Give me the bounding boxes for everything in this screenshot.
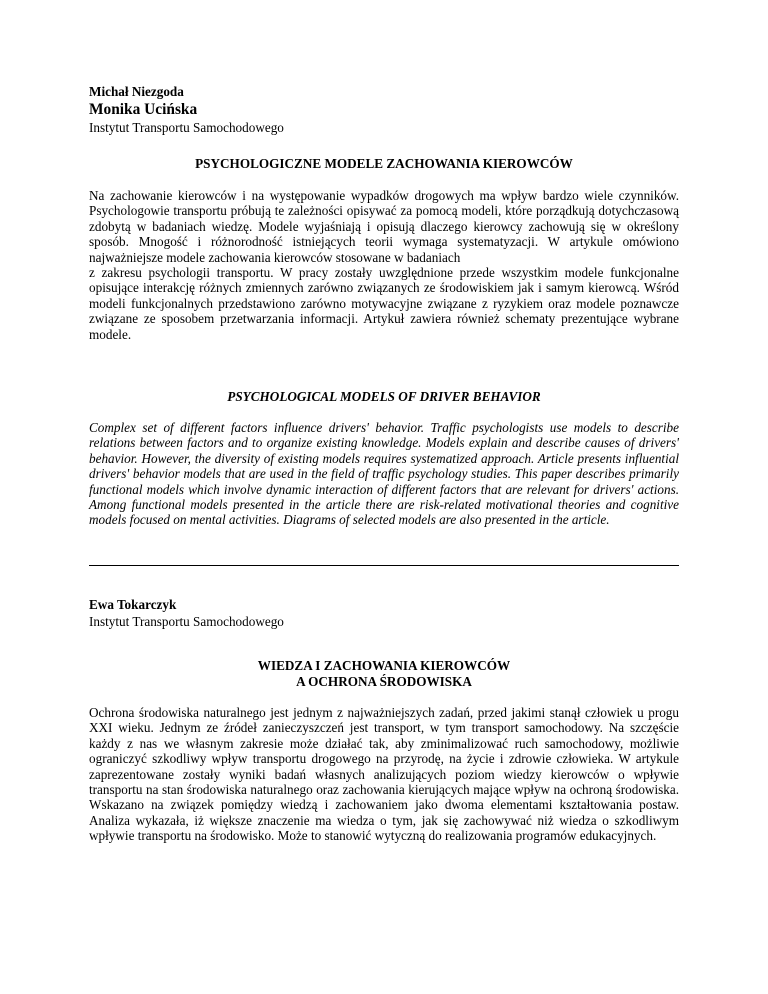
institute-name: Instytut Transportu Samochodowego [89, 614, 284, 629]
article2-header [89, 597, 679, 630]
article2-title-line1: WIEDZA I ZACHOWANIA KIEROWCÓW [257, 658, 511, 673]
article2-title-line2: A OCHRONA ŚRODOWISKA [296, 674, 472, 689]
article1-abstract-pl: Na zachowanie kierowców i na występowanie wypadków drogowych ma wpływ bardzo wiele czynników. Psychologowie transportu próbują te zależności opisywać za pomocą modeli, które porządkują dotychczasową zdobytą w badaniach wiedzę. Modele wyjaśniają i opisują dlaczego kierowcy zachowują się w określony sposób. Mnogość i różnorodność istniejących teorii wymaga systematyzacji. W artykule omówiono najważniejsze modele zachowania kierowców stosowane w badaniach z zakresu psychologii transportu. W pracy zostały uwzględnione przede wszystkim modele funkcjonalne opisujące interakcję różnych zmiennych zarówno związanych ze środowiskiem jak i samym kierowcą. Wśród modeli funkcjonalnych przedstawiono zarówno motywacyjne związane z ryzykiem oraz modele poznawcze związane ze sposobem przetwarzania informacji. Artykuł zawiera również schematy prezentujące wybrane modele. [89, 188, 679, 342]
institute-name: Instytut Transportu Samochodowego [89, 120, 284, 135]
article1-title-en: PSYCHOLOGICAL MODELS OF DRIVER BEHAVIOR [227, 389, 541, 404]
article2-title [89, 658, 679, 690]
author-name: Monika Ucińska [89, 101, 198, 118]
article1-header [89, 84, 679, 136]
author-name: Ewa Tokarczyk [89, 597, 177, 612]
article2-abstract-pl: Ochrona środowiska naturalnego jest jednym z najważniejszych zadań, przed jakimi stanął człowiek u progu XXI wieku. Jednym ze źródeł zanieczyszczeń jest transport, w tym transport samochodowy. Na szczęście każdy z nas we własnym zakresie może działać tak, aby zminimalizować ruch samochodowy, możliwie ograniczyć szkodliwy wpływ transportu drogowego na przyrodę, na życie i zdrowie człowieka. W artykule zaprezentowane zostały wyniki badań własnych analizujących poziom wiedzy kierowców o wpływie transportu na stan środowiska naturalnego oraz zachowania kierujących mające wpływ na ochroną środowiska. Wskazano na związek pomiędzy wiedzą i zachowaniem jako dwoma elementami kształtowania postaw. Analiza wykazała, iż większe znaczenie ma wiedza o tym, jak się zachowywać niż wiedza o szkodliwym wpływie transportu na środowisko. Może to stanowić wytyczną do realizowania programów edukacyjnych. [89, 705, 679, 844]
article1-title-pl: PSYCHOLOGICZNE MODELE ZACHOWANIA KIEROWCÓW [195, 156, 573, 171]
author-name: Michał Niezgoda [89, 84, 184, 99]
article1-abstract-en: Complex set of different factors influence drivers' behavior. Traffic psychologists use models to describe relations between factors and to organize existing knowledge. Models explain and describe causes of drivers' behavior. However, the diversity of existing models requires systematized approach. Article presents influential drivers' behavior models that are used in the field of traffic psychology studies. This paper describes primarily functional models which involve dynamic interaction of different factors that are relevant for drivers' actions. Among functional models presented in the article there are risk-related motivational theories and cognitive models focused on mental activities. Diagrams of selected models are also presented in the article. [89, 420, 679, 528]
section-divider [89, 565, 679, 566]
